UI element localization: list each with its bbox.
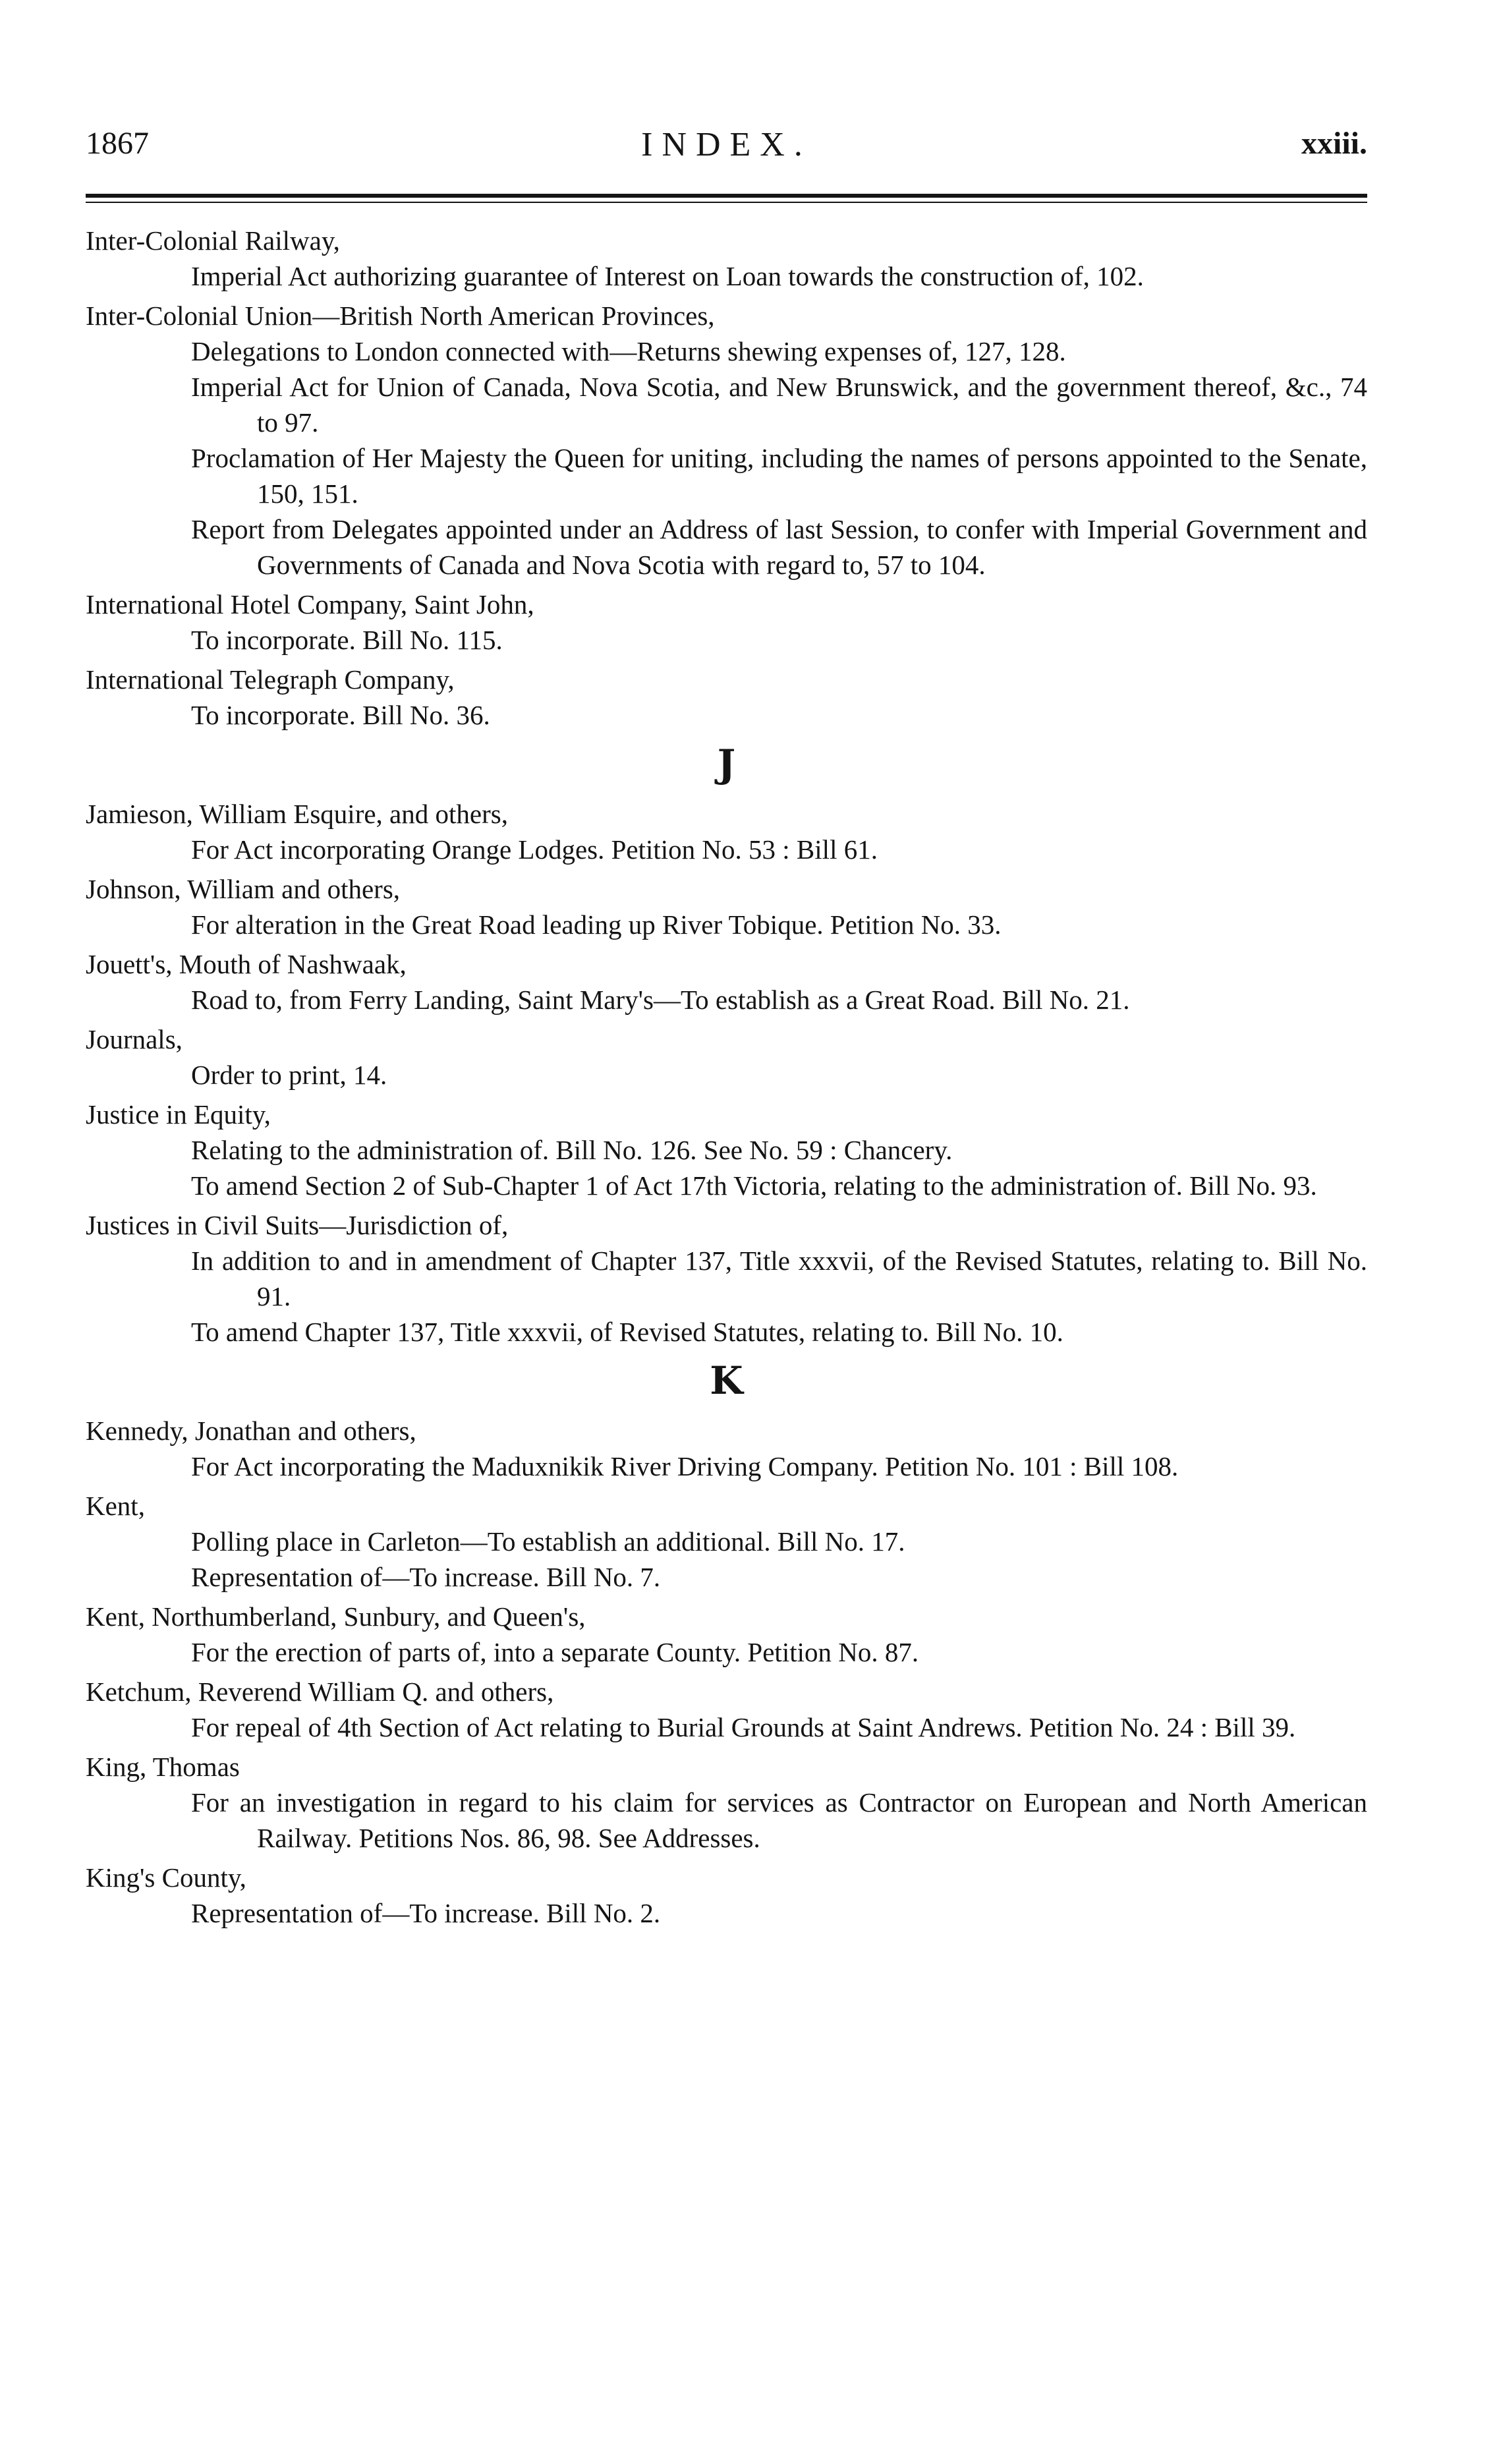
index-entry [86, 1207, 1367, 1350]
entry-subentry: To incorporate. Bill No. 115. [191, 625, 503, 655]
index-entry [86, 298, 1367, 583]
entry-subentry: For repeal of 4th Section of Act relating to Burial Grounds at Saint Andrews. Petition No. 24 : Bill 39. [191, 1712, 1296, 1742]
index-entry [86, 223, 1367, 294]
entry-subentry: Imperial Act authorizing guarantee of Interest on Loan towards the construction of, 102. [191, 261, 1144, 291]
entry-heading: Johnson, William and others, [86, 874, 401, 904]
section-letter: J [717, 741, 736, 786]
entry-subentry: For an investigation in regard to his claim for services as Contractor on European and North American Railway. Petitions Nos. 86, 98. See Addresses. [191, 1787, 1367, 1853]
index-entry [86, 871, 1367, 942]
header-rule-thin [86, 202, 1367, 203]
entry-heading: Jouett's, Mouth of Nashwaak, [86, 949, 407, 979]
entry-subentry: Polling place in Carleton—To establish an additional. Bill No. 17. [191, 1526, 905, 1557]
entry-subentry: In addition to and in amendment of Chapter 137, Title xxxvii, of the Revised Statutes, relating to. Bill No. 91. [191, 1246, 1367, 1311]
index-entry [86, 1749, 1367, 1856]
header-year: 1867 [86, 126, 149, 161]
entry-heading: Justices in Civil Suits—Jurisdiction of, [86, 1210, 509, 1240]
entry-heading: Kent, [86, 1491, 145, 1521]
index-entry [86, 1413, 1367, 1484]
entry-subentry: For Act incorporating Orange Lodges. Petition No. 53 : Bill 61. [191, 834, 878, 865]
header-title: INDEX. [641, 126, 812, 163]
entry-subentry: For the erection of parts of, into a separate County. Petition No. 87. [191, 1637, 919, 1667]
entry-heading: Inter-Colonial Union—British North American Provinces, [86, 301, 715, 331]
entry-heading: King's County, [86, 1862, 246, 1893]
entry-subentry: Road to, from Ferry Landing, Saint Mary's—To establish as a Great Road. Bill No. 21. [191, 985, 1130, 1015]
entry-heading: Inter-Colonial Railway, [86, 225, 340, 256]
entry-heading: Kent, Northumberland, Sunbury, and Queen's, [86, 1601, 586, 1632]
entry-heading: King, Thomas [86, 1752, 240, 1782]
index-page [86, 0, 1367, 2464]
index-entry [86, 946, 1367, 1017]
entry-heading: Justice in Equity, [86, 1099, 271, 1130]
index-entry [86, 587, 1367, 658]
index-entry [86, 1674, 1367, 1745]
entry-heading: Jamieson, William Esquire, and others, [86, 799, 508, 829]
page-header [86, 125, 1367, 178]
index-entry [86, 1599, 1367, 1670]
entry-subentry: Delegations to London connected with—Returns shewing expenses of, 127, 128. [191, 336, 1066, 366]
entry-subentry: Report from Delegates appointed under an Address of last Session, to confer with Imperial Government and Governments of Canada and Nova Scotia with regard to, 57 to 104. [191, 514, 1367, 580]
entry-heading: International Telegraph Company, [86, 664, 455, 695]
entry-subentry: Imperial Act for Union of Canada, Nova Scotia, and New Brunswick, and the government thereof, &c., 74 to 97. [191, 372, 1367, 438]
entry-subentry: For Act incorporating the Maduxnikik River Driving Company. Petition No. 101 : Bill 108. [191, 1451, 1179, 1481]
entry-subentry: Representation of—To increase. Bill No. 2. [191, 1898, 661, 1928]
entry-subentry: To amend Section 2 of Sub-Chapter 1 of Act 17th Victoria, relating to the administration of. Bill No. 93. [191, 1170, 1317, 1201]
entry-subentry: Representation of—To increase. Bill No. 7. [191, 1562, 661, 1592]
entry-subentry: Order to print, 14. [191, 1060, 387, 1090]
section-letter: K [710, 1358, 743, 1403]
index-content [86, 223, 1367, 1935]
index-entry [86, 1021, 1367, 1093]
entry-heading: Kennedy, Jonathan and others, [86, 1416, 416, 1446]
index-entry [86, 1097, 1367, 1203]
index-entry [86, 1860, 1367, 1931]
header-page-number: xxiii. [1301, 126, 1367, 161]
entry-heading: Ketchum, Reverend William Q. and others, [86, 1676, 554, 1707]
entry-subentry: For alteration in the Great Road leading up River Tobique. Petition No. 33. [191, 909, 1002, 940]
entry-subentry: Proclamation of Her Majesty the Queen for uniting, including the names of persons appointed to the Senate, 150, 151. [191, 443, 1367, 509]
entry-subentry: To incorporate. Bill No. 36. [191, 700, 490, 730]
index-entry [86, 796, 1367, 867]
entry-heading: International Hotel Company, Saint John, [86, 589, 534, 619]
index-entry [86, 662, 1367, 733]
entry-subentry: Relating to the administration of. Bill No. 126. See No. 59 : Chancery. [191, 1135, 953, 1165]
index-entry [86, 1488, 1367, 1595]
entry-subentry: To amend Chapter 137, Title xxxvii, of Revised Statutes, relating to. Bill No. 10. [191, 1317, 1063, 1347]
header-rule-thick [86, 194, 1367, 198]
entry-heading: Journals, [86, 1024, 183, 1054]
